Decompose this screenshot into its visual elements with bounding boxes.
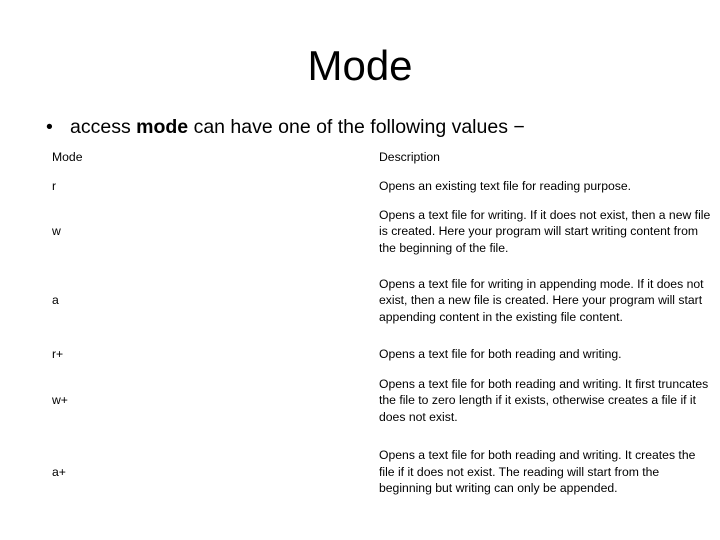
mode-cell: a [52,293,59,308]
mode-cell: w [52,224,61,239]
bullet-text-before: access [70,116,131,138]
mode-table [52,143,712,512]
table-row [52,339,712,369]
description-cell: Opens a text file for both reading and writing. It creates the file if it does not exist. The reading will start from the beginning but writing can only be appended. [379,448,696,496]
table-row [52,432,712,512]
description-cell: Opens a text file for both reading and writing. It first truncates the file to zero length if it exists, otherwise creates a file if it does not exist. [379,376,709,424]
header-description: Description [379,149,440,164]
table-row [52,171,712,201]
description-cell: Opens an existing text file for reading purpose. [379,178,632,193]
bullet-icon: • [46,116,53,138]
bullet-text-bold: mode [136,116,189,138]
table-row [52,262,712,339]
table-row [52,369,712,432]
description-cell: Opens a text file for writing. If it does not exist, then a new file is created. Here your program will start writing content from the beginning of the file. [379,207,711,255]
mode-cell: w+ [52,393,68,408]
mode-cell: r+ [52,346,64,361]
bullet-text-after: can have one of the following values − [193,116,525,138]
description-cell: Opens a text file for both reading and writing. [379,346,622,361]
mode-cell: r [52,178,57,193]
bullet-point [46,114,525,140]
slide-title: Mode [307,42,413,89]
table-row [52,201,712,262]
description-cell: Opens a text file for writing in appending mode. If it does not exist, then a new file is created. Here your program will start appending content in the existing file content. [379,276,704,324]
table-header-row [52,143,712,171]
mode-cell: a+ [52,464,66,479]
header-mode: Mode [52,149,83,164]
